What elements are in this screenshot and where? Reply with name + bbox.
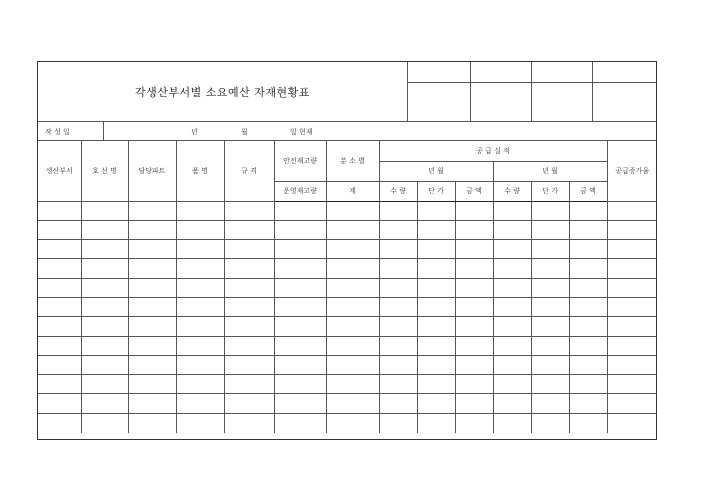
table-cell[interactable]	[38, 201, 81, 220]
table-cell[interactable]	[569, 317, 607, 336]
col-amount-2: 금 액	[569, 181, 607, 201]
table-cell[interactable]	[455, 413, 493, 432]
table-cell[interactable]	[176, 375, 224, 394]
table-row	[38, 375, 657, 394]
table-cell[interactable]	[128, 240, 176, 259]
table-cell[interactable]	[379, 394, 417, 413]
table-cell[interactable]	[455, 394, 493, 413]
table-cell[interactable]	[417, 413, 455, 432]
table-cell[interactable]	[224, 355, 274, 374]
table-cell[interactable]	[176, 278, 224, 297]
table-cell[interactable]	[417, 317, 455, 336]
table-cell[interactable]	[531, 259, 569, 278]
table-cell[interactable]	[224, 336, 274, 355]
table-cell[interactable]	[379, 375, 417, 394]
table-cell[interactable]	[455, 201, 493, 220]
table-cell[interactable]	[38, 317, 81, 336]
table-cell[interactable]	[274, 413, 326, 432]
table-cell[interactable]	[607, 278, 657, 297]
table-cell[interactable]	[326, 336, 379, 355]
table-cell[interactable]	[326, 201, 379, 220]
col-qty-1: 수 량	[379, 181, 417, 201]
table-cell[interactable]	[128, 355, 176, 374]
table-cell[interactable]	[224, 413, 274, 432]
table-cell[interactable]	[224, 297, 274, 316]
table-cell[interactable]	[81, 220, 128, 239]
table-cell[interactable]	[38, 375, 81, 394]
table-row	[38, 259, 657, 278]
table-cell[interactable]	[326, 317, 379, 336]
table-row	[38, 201, 657, 220]
table-cell[interactable]	[224, 201, 274, 220]
table-cell[interactable]	[455, 259, 493, 278]
table-cell[interactable]	[531, 201, 569, 220]
table-cell[interactable]	[81, 336, 128, 355]
table-row	[38, 355, 657, 374]
table-cell[interactable]	[493, 375, 531, 394]
table-cell[interactable]	[128, 336, 176, 355]
table-cell[interactable]	[379, 355, 417, 374]
col-total: 계	[326, 181, 379, 201]
table-cell[interactable]	[417, 259, 455, 278]
table-cell[interactable]	[38, 278, 81, 297]
table-cell[interactable]	[326, 220, 379, 239]
table-cell[interactable]	[493, 355, 531, 374]
table-cell[interactable]	[531, 220, 569, 239]
table-cell[interactable]	[569, 355, 607, 374]
table-cell[interactable]	[326, 240, 379, 259]
col-dept: 생산부서	[38, 141, 81, 201]
table-cell[interactable]	[455, 336, 493, 355]
table-cell[interactable]	[176, 413, 224, 432]
table-cell[interactable]	[38, 394, 81, 413]
table-cell[interactable]	[531, 394, 569, 413]
table-cell[interactable]	[493, 297, 531, 316]
col-unit-price-1: 단 가	[417, 181, 455, 201]
col-amount-1: 금 액	[455, 181, 493, 201]
table-cell[interactable]	[417, 336, 455, 355]
table-cell[interactable]	[455, 375, 493, 394]
approval-header-cell	[531, 62, 592, 82]
table-cell[interactable]	[176, 220, 224, 239]
table-cell[interactable]	[569, 297, 607, 316]
table-cell[interactable]	[569, 278, 607, 297]
table-row	[38, 317, 657, 336]
table-cell[interactable]	[274, 317, 326, 336]
table-row	[38, 297, 657, 316]
table-cell[interactable]	[128, 278, 176, 297]
table-row	[38, 394, 657, 413]
table-cell[interactable]	[569, 259, 607, 278]
table-cell[interactable]	[417, 375, 455, 394]
table-cell[interactable]	[569, 220, 607, 239]
table-row	[38, 336, 657, 355]
table-cell[interactable]	[128, 317, 176, 336]
col-qty-2: 수 량	[493, 181, 531, 201]
table-cell[interactable]	[38, 355, 81, 374]
table-cell[interactable]	[493, 201, 531, 220]
table-cell[interactable]	[38, 413, 81, 432]
table-cell[interactable]	[81, 317, 128, 336]
table-cell[interactable]	[224, 317, 274, 336]
table-cell[interactable]	[455, 278, 493, 297]
table-cell[interactable]	[417, 201, 455, 220]
table-cell[interactable]	[607, 240, 657, 259]
table-cell[interactable]	[81, 394, 128, 413]
table-cell[interactable]	[531, 336, 569, 355]
table-cell[interactable]	[607, 336, 657, 355]
table-cell[interactable]	[128, 297, 176, 316]
col-spec: 규 격	[224, 141, 274, 201]
table-cell[interactable]	[607, 201, 657, 220]
table-cell[interactable]	[569, 394, 607, 413]
col-item-no: 호 선 명	[81, 141, 128, 201]
table-cell[interactable]	[274, 297, 326, 316]
table-cell[interactable]	[81, 240, 128, 259]
table-cell[interactable]	[326, 413, 379, 432]
table-cell[interactable]	[493, 394, 531, 413]
col-period-2: 년 월	[493, 161, 607, 181]
table-cell[interactable]	[326, 278, 379, 297]
approval-header-cell	[592, 62, 656, 82]
table-cell[interactable]	[607, 259, 657, 278]
table-cell[interactable]	[38, 336, 81, 355]
table-cell[interactable]	[379, 278, 417, 297]
table-cell[interactable]	[81, 297, 128, 316]
table-cell[interactable]	[379, 413, 417, 432]
approval-sign-cell[interactable]	[592, 82, 656, 121]
table-cell[interactable]	[493, 259, 531, 278]
table-cell[interactable]	[607, 317, 657, 336]
col-product: 품 명	[176, 141, 224, 201]
col-quarterly: 분 소 별	[326, 141, 379, 181]
table-cell[interactable]	[493, 317, 531, 336]
table-cell[interactable]	[274, 240, 326, 259]
approval-grid	[408, 62, 656, 121]
table-row	[38, 278, 657, 297]
table-cell[interactable]	[455, 297, 493, 316]
table-cell[interactable]	[81, 259, 128, 278]
table-cell[interactable]	[128, 375, 176, 394]
table-cell[interactable]	[379, 201, 417, 220]
table-cell[interactable]	[493, 336, 531, 355]
table-cell[interactable]	[176, 336, 224, 355]
table-cell[interactable]	[493, 413, 531, 432]
table-cell[interactable]	[531, 355, 569, 374]
table-cell[interactable]	[569, 413, 607, 432]
material-table	[38, 141, 657, 433]
budget-material-status-form	[37, 61, 657, 440]
table-cell[interactable]	[176, 201, 224, 220]
table-cell[interactable]	[379, 259, 417, 278]
table-body	[38, 201, 657, 433]
date-day-label[interactable]: 일 현재	[290, 128, 313, 136]
table-cell[interactable]	[176, 240, 224, 259]
table-cell[interactable]	[81, 278, 128, 297]
table-cell[interactable]	[531, 375, 569, 394]
table-cell[interactable]	[176, 355, 224, 374]
table-cell[interactable]	[128, 259, 176, 278]
table-row	[38, 240, 657, 259]
table-cell[interactable]	[274, 336, 326, 355]
table-cell[interactable]	[326, 259, 379, 278]
table-cell[interactable]	[274, 259, 326, 278]
table-cell[interactable]	[176, 297, 224, 316]
approval-sign-cell[interactable]	[408, 82, 470, 121]
table-cell[interactable]	[224, 278, 274, 297]
table-cell[interactable]	[417, 220, 455, 239]
table-cell[interactable]	[176, 394, 224, 413]
table-cell[interactable]	[607, 375, 657, 394]
table-cell[interactable]	[81, 201, 128, 220]
table-cell[interactable]	[81, 375, 128, 394]
approval-header-cell	[408, 62, 470, 82]
table-cell[interactable]	[607, 355, 657, 374]
table-cell[interactable]	[455, 317, 493, 336]
table-cell[interactable]	[607, 220, 657, 239]
col-supply-record: 공 급 실 적	[379, 141, 607, 161]
table-cell[interactable]	[531, 297, 569, 316]
table-cell[interactable]	[326, 355, 379, 374]
col-increase-rate: 공급증가율	[607, 141, 657, 201]
table-cell[interactable]	[379, 240, 417, 259]
table-cell[interactable]	[274, 375, 326, 394]
table-cell[interactable]	[326, 394, 379, 413]
table-cell[interactable]	[128, 220, 176, 239]
table-cell[interactable]	[176, 259, 224, 278]
table-cell[interactable]	[455, 220, 493, 239]
form-title: 각생산부서별 소요예산 자재현황표	[135, 85, 310, 99]
table-cell[interactable]	[274, 278, 326, 297]
table-cell[interactable]	[38, 297, 81, 316]
table-cell[interactable]	[326, 375, 379, 394]
table-cell[interactable]	[493, 220, 531, 239]
col-period-1: 년 월	[379, 161, 493, 181]
table-cell[interactable]	[379, 317, 417, 336]
approval-sign-cell[interactable]	[470, 82, 531, 121]
table-cell[interactable]	[38, 259, 81, 278]
table-cell[interactable]	[274, 394, 326, 413]
table-cell[interactable]	[417, 394, 455, 413]
table-cell[interactable]	[379, 220, 417, 239]
table-cell[interactable]	[224, 240, 274, 259]
table-cell[interactable]	[379, 336, 417, 355]
table-cell[interactable]	[493, 240, 531, 259]
date-row	[38, 121, 656, 141]
table-cell[interactable]	[326, 297, 379, 316]
table-cell[interactable]	[38, 220, 81, 239]
table-cell[interactable]	[531, 317, 569, 336]
table-cell[interactable]	[455, 240, 493, 259]
date-year-label[interactable]: 년	[191, 128, 198, 136]
table-cell[interactable]	[607, 394, 657, 413]
approval-header-cell	[470, 62, 531, 82]
approval-sign-cell[interactable]	[531, 82, 592, 121]
table-cell[interactable]	[569, 240, 607, 259]
table-cell[interactable]	[128, 201, 176, 220]
date-month-label[interactable]: 월	[241, 128, 248, 136]
table-cell[interactable]	[81, 413, 128, 432]
table-cell[interactable]	[224, 375, 274, 394]
date-label: 작 성 일	[45, 128, 70, 136]
table-cell[interactable]	[224, 259, 274, 278]
table-cell[interactable]	[607, 297, 657, 316]
table-cell[interactable]	[531, 413, 569, 432]
table-cell[interactable]	[569, 375, 607, 394]
col-safety-stock: 안전재고량	[274, 141, 326, 181]
table-cell[interactable]	[274, 220, 326, 239]
table-cell[interactable]	[493, 278, 531, 297]
table-cell[interactable]	[128, 394, 176, 413]
table-cell[interactable]	[81, 355, 128, 374]
table-cell[interactable]	[569, 336, 607, 355]
col-unit-price-2: 단 가	[531, 181, 569, 201]
table-cell[interactable]	[455, 355, 493, 374]
table-cell[interactable]	[379, 297, 417, 316]
table-cell[interactable]	[128, 413, 176, 432]
title-block	[38, 62, 408, 121]
table-cell[interactable]	[531, 240, 569, 259]
table-cell[interactable]	[417, 355, 455, 374]
table-cell[interactable]	[417, 297, 455, 316]
table-cell[interactable]	[224, 394, 274, 413]
table-cell[interactable]	[176, 317, 224, 336]
table-cell[interactable]	[38, 240, 81, 259]
col-operating-stock: 운영재고량	[274, 181, 326, 201]
table-cell[interactable]	[531, 278, 569, 297]
table-cell[interactable]	[417, 240, 455, 259]
table-cell[interactable]	[224, 220, 274, 239]
table-cell[interactable]	[417, 278, 455, 297]
table-cell[interactable]	[274, 355, 326, 374]
table-row	[38, 413, 657, 432]
col-team: 담당파트	[128, 141, 176, 201]
table-cell[interactable]	[607, 413, 657, 432]
table-cell[interactable]	[569, 201, 607, 220]
table-cell[interactable]	[274, 201, 326, 220]
table-row	[38, 220, 657, 239]
